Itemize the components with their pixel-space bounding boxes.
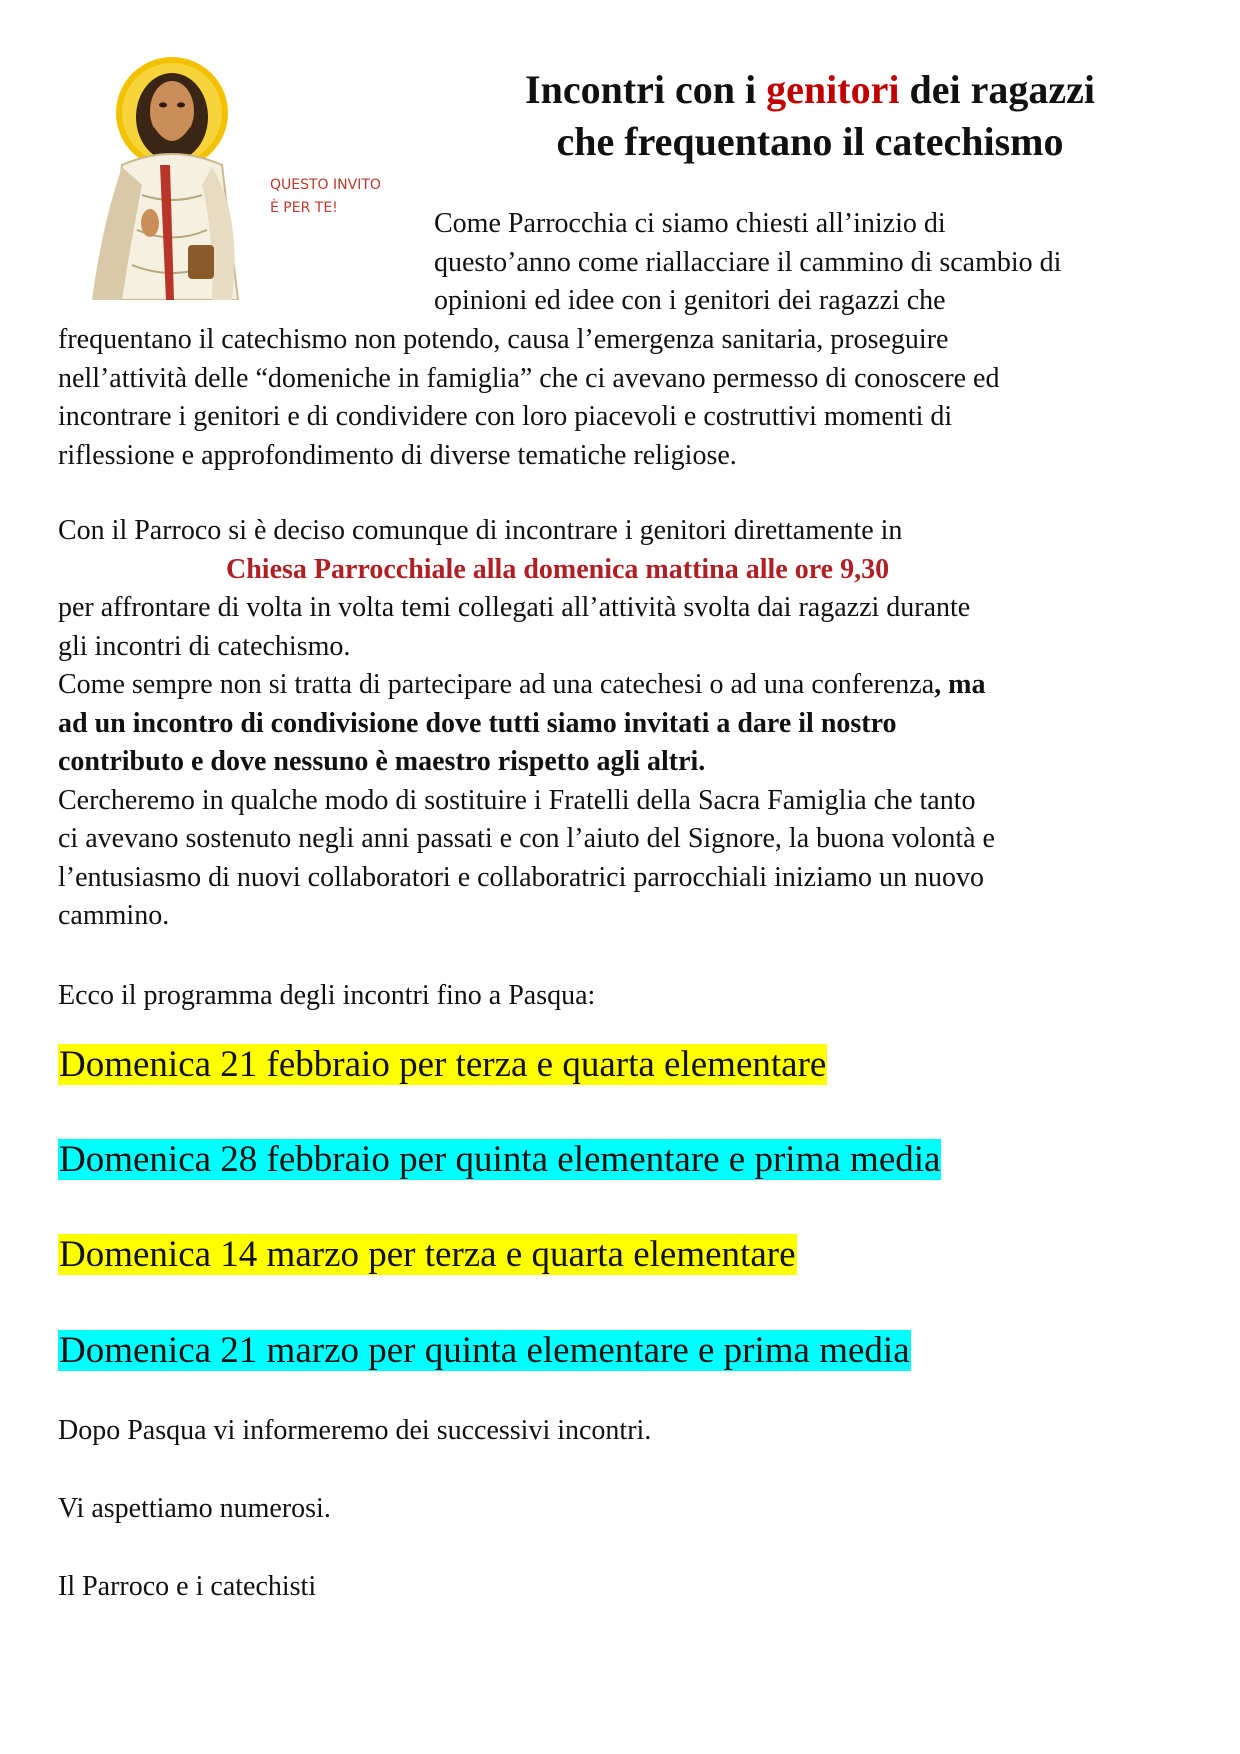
- dopo-pasqua-note: Dopo Pasqua vi informeremo dei successivi incontri.: [58, 1415, 652, 1446]
- schedule-item: Domenica 21 febbraio per terza e quarta elementare: [59, 1044, 827, 1085]
- bold-line: contributo e dove nessuno è maestro rispetto agli altri.: [58, 746, 706, 777]
- meeting-place-time: Chiesa Parrocchiale alla domenica mattina alle ore 9,30: [226, 553, 890, 585]
- paragraph-line: gli incontri di catechismo.: [58, 630, 351, 662]
- paragraph-line: Con il Parroco si è deciso comunque di incontrare i genitori direttamente in: [58, 515, 903, 546]
- schedule-item: Domenica 14 marzo per terza e quarta elementare: [59, 1234, 796, 1275]
- intro-line: questo’anno come riallacciare il cammino di scambio di: [434, 246, 1062, 278]
- caption-line-2: È PER TE!: [270, 200, 338, 216]
- page-title: [440, 64, 1180, 168]
- paragraph-line: Cercheremo in qualche modo di sostituire i Fratelli della Sacra Famiglia che tanto: [58, 784, 976, 816]
- caption-line-1: QUESTO INVITO: [270, 177, 381, 193]
- title-line-1: Incontri con i genitori dei ragazzi: [525, 67, 1095, 112]
- bold-line: ad un incontro di condivisione dove tutti siamo invitati a dare il nostro: [58, 707, 897, 739]
- intro-line: Come Parrocchia ci siamo chiesti all’inizio di: [434, 208, 946, 239]
- blessing-hand-shape: [141, 209, 159, 237]
- intro-line: riflessione e approfondimento di diverse tematiche religiose.: [58, 439, 737, 471]
- title-highlight-genitori: genitori: [766, 67, 900, 112]
- intro-paragraph-top: [434, 205, 1061, 321]
- paragraph-line: ci avevano sostenuto negli anni passati e con l’aiuto del Signore, la buona volontà e: [58, 823, 995, 854]
- title-line-2: che frequentano il catechismo: [556, 119, 1064, 164]
- intro-line: frequentano il catechismo non potendo, causa l’emergenza sanitaria, proseguire: [58, 324, 949, 355]
- parroco-paragraph: [58, 512, 995, 936]
- aspettiamo-note: Vi aspettiamo numerosi.: [58, 1493, 331, 1524]
- intro-paragraph-rest: [58, 321, 1000, 475]
- christ-figure-image: [62, 55, 402, 300]
- paragraph-line: Come sempre non si tratta di partecipare ad una catechesi o ad una conferenza, ma: [58, 669, 986, 700]
- intro-line: opinioni ed idee con i genitori dei ragazzi che: [434, 285, 946, 316]
- paragraph-line: cammino.: [58, 900, 170, 931]
- paragraph-line: l’entusiasmo di nuovi collaboratori e collaboratrici parrocchiali iniziamo un nuovo: [58, 861, 985, 893]
- signature: Il Parroco e i catechisti: [58, 1571, 317, 1602]
- intro-line: nell’attività delle “domeniche in famiglia” che ci avevano permesso di conoscere ed: [58, 362, 1000, 394]
- intro-line: incontrare i genitori e di condividere con loro piacevoli e costruttivi momenti di: [58, 401, 953, 432]
- christ-invitation-illustration: [62, 55, 402, 300]
- book-shape: [188, 245, 214, 279]
- programma-intro: Ecco il programma degli incontri fino a Pasqua:: [58, 980, 596, 1011]
- schedule-item: Domenica 28 febbraio per quinta elementare e prima media: [59, 1139, 941, 1180]
- paragraph-line: per affrontare di volta in volta temi collegati all’attività svolta dai ragazzi durante: [58, 592, 971, 623]
- schedule-item: Domenica 21 marzo per quinta elementare e prima media: [59, 1330, 910, 1371]
